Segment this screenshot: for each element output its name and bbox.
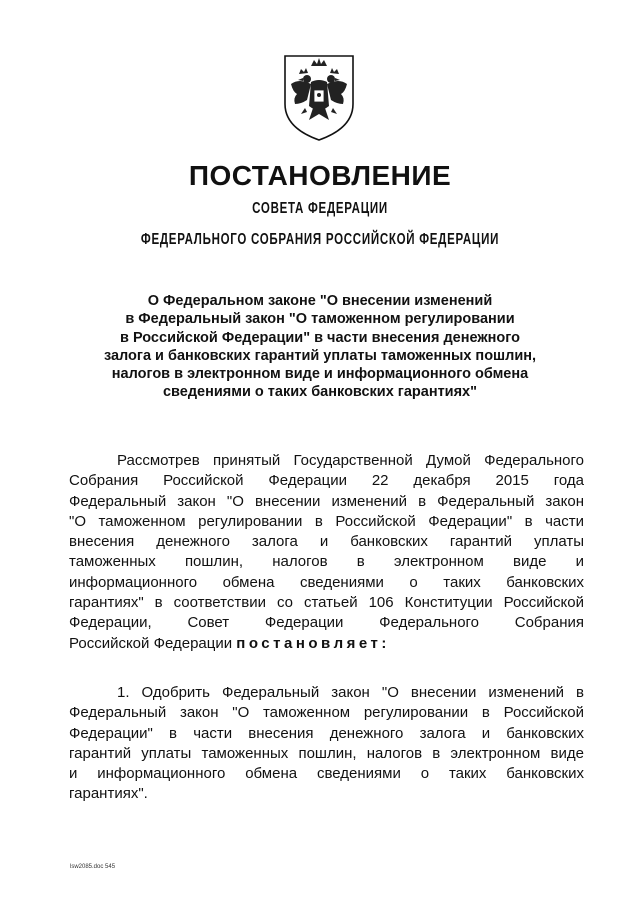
item-1-paragraph xyxy=(69,683,584,805)
preamble-line: "О таможенном регулировании в Российской Федерации" в части xyxy=(69,512,584,530)
preamble-line: Федеральный закон "О внесении изменений в Федеральный закон xyxy=(69,492,584,510)
preamble-line: Рассмотрев принятый Государственной Думой Федерального xyxy=(117,452,584,469)
subject-line: налогов в электронном виде и информационного обмена xyxy=(111,366,529,383)
subject-line: в Российской Федерации" в части внесения денежного xyxy=(120,329,520,346)
item-line: Федерации" в части внесения денежного залога и банковских xyxy=(69,724,584,742)
subject-line: О Федеральном законе "О внесении изменений xyxy=(147,293,493,309)
preamble-paragraph xyxy=(69,451,584,654)
preamble-last-text: Российской Федерации xyxy=(69,634,237,652)
subject-line: залога и банковских гарантий уплаты таможенных пошлин, xyxy=(103,347,537,364)
file-reference: lsw2085.doc 545 xyxy=(70,864,116,870)
resolves-word: постановляет: xyxy=(236,634,390,652)
preamble-line: Собрания Российской Федерации 22 декабря 2015 года xyxy=(69,472,584,490)
preamble-line: Федерации, Совет Федерации Федерального Собрания xyxy=(69,614,584,632)
issuer-line-1: СОВЕТА ФЕДЕРАЦИИ xyxy=(252,200,388,217)
item-line: гарантиях". xyxy=(69,785,148,803)
subject-line: в Федеральный закон "О таможенном регулировании xyxy=(125,311,515,328)
document-title: ПОСТАНОВЛЕНИЕ xyxy=(188,160,452,191)
item-line: Федеральный закон "О таможенном регулировании в Российской xyxy=(69,704,584,722)
coat-of-arms-icon xyxy=(271,48,367,144)
preamble-line-final xyxy=(69,634,584,654)
preamble-line: информационного обмена сведениями о таких банковских xyxy=(69,573,584,591)
preamble-line: гарантиях" в соответствии со статьей 106 Конституции Российской xyxy=(69,594,584,612)
resolution-subject xyxy=(60,292,580,402)
item-line: и информационного обмена сведениями о таких банковских xyxy=(69,765,584,783)
preamble-line: внесения денежного залога и банковских гарантий уплаты xyxy=(69,533,584,551)
preamble-line: таможенных пошлин, налогов в электронном виде и xyxy=(69,553,584,571)
item-line: гарантий уплаты таможенных пошлин, налогов в электронном виде xyxy=(69,744,584,762)
issuer-line-2: ФЕДЕРАЛЬНОГО СОБРАНИЯ РОССИЙСКОЙ ФЕДЕРАЦИИ xyxy=(140,231,500,248)
subject-line: сведениями о таких банковских гарантиях" xyxy=(162,384,477,401)
item-line: 1. Одобрить Федеральный закон "О внесении изменений в xyxy=(117,684,584,701)
